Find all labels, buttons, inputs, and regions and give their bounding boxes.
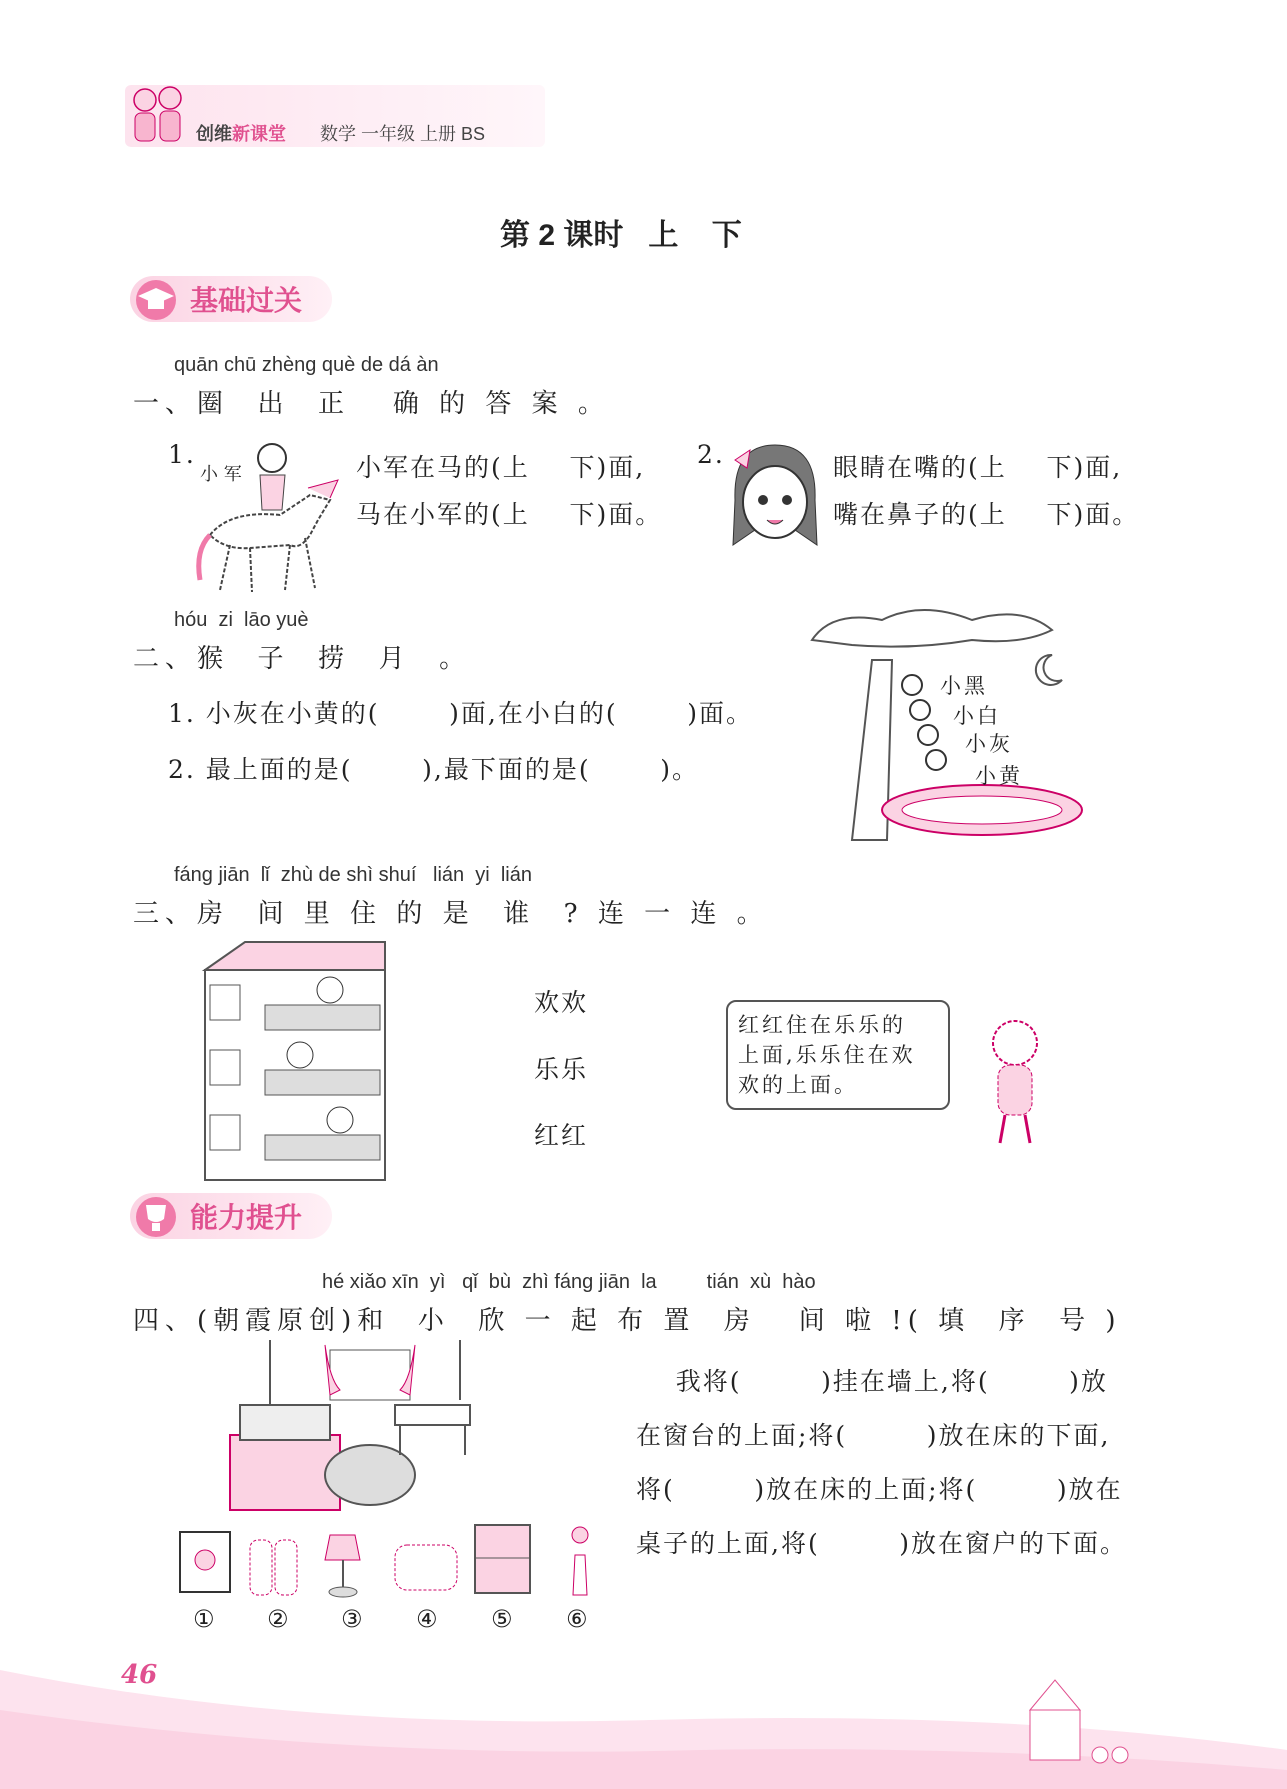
q1-part1-number: 1. (168, 440, 196, 469)
q1-part2-line1: 眼睛在嘴的(上 下)面, (833, 453, 1123, 482)
q1-part1-line1: 小军在马的(上 下)面, (356, 453, 646, 482)
lesson-title: 第 2 课时 上 下 (500, 219, 742, 252)
monkey-label-yellow: 小黄 (975, 764, 1023, 788)
monkey-label-grey: 小灰 (965, 732, 1013, 756)
q1-title: 一、圈 出 正 确 的 答 案 。 (133, 389, 610, 419)
item-label-4: ④ (416, 1605, 438, 1633)
monkeys-moon-image (792, 600, 1087, 855)
q1-name-label: 小 军 (200, 464, 242, 485)
q4-text-line4: 桌子的上面,将( )放在窗户的下面。 (636, 1529, 1128, 1558)
q1-part1-line2: 马在小军的(上 下)面。 (356, 500, 663, 529)
speech-bubble (726, 1000, 950, 1110)
item-label-1: ① (193, 1605, 215, 1633)
q2-pinyin: hóu zi lāo yuè (174, 609, 309, 631)
monkey-label-white: 小白 (953, 704, 1001, 728)
section-basic-label: 基础过关 (190, 285, 303, 316)
monkey-label-black: 小黑 (940, 674, 988, 698)
q2-line2: 2. 最上面的是( ),最下面的是( )。 (168, 755, 700, 784)
item-label-2: ② (267, 1605, 289, 1633)
bubble-line-1: 红红住在乐乐的 (738, 1013, 906, 1037)
section-advanced-badge (130, 1193, 332, 1239)
q1-part2-number: 2. (697, 440, 725, 469)
q3-pinyin: fáng jiān lǐ zhù de shì shuí lián yi lián (174, 864, 532, 886)
q2-line1: 1. 小灰在小黄的( )面,在小白的( )面。 (168, 699, 754, 728)
name-huanhuan[interactable]: 欢欢 (534, 988, 589, 1017)
items-row (175, 1520, 615, 1600)
header-book-info: 数学 一年级 上册 BS (320, 124, 486, 144)
girl-face-image (725, 440, 825, 555)
apartment-building-image (195, 940, 395, 1185)
graduation-cap-icon (132, 278, 180, 320)
footer-wave (0, 1640, 1287, 1789)
bubble-line-2: 上面,乐乐住在欢 (738, 1043, 916, 1067)
header-kids-icon (125, 78, 195, 150)
trophy-icon (132, 1195, 180, 1237)
q3-title: 三、房 间 里 住 的 是 谁 ? 连 一 连 。 (133, 899, 769, 929)
section-advanced-label: 能力提升 (190, 1202, 303, 1233)
q4-text-line2: 在窗台的上面;将( )放在床的下面, (636, 1421, 1111, 1450)
item-label-6: ⑥ (566, 1605, 588, 1633)
q1-part2-line2: 嘴在鼻子的(上 下)面。 (833, 500, 1140, 529)
header-brand: 创维新课堂 (196, 124, 286, 144)
section-basic-badge (130, 276, 332, 322)
q4-pinyin: hé xiǎo xīn yì qǐ bù zhì fáng jiān la tián xù hào (322, 1271, 816, 1293)
q1-pinyin: quān chū zhèng què de dá àn (174, 354, 439, 376)
bedroom-image (220, 1340, 520, 1515)
page-number: 46 (121, 1660, 158, 1690)
q4-text-line3: 将( )放在床的上面;将( )放在 (636, 1475, 1123, 1504)
q4-title: 四、(朝霞原创)和 小 欣 一 起 布 置 房 间 啦 !( 填 序 号 ) (133, 1306, 1122, 1336)
name-honghong[interactable]: 红红 (534, 1121, 589, 1150)
bubble-line-3: 欢的上面。 (738, 1073, 858, 1097)
name-lele[interactable]: 乐乐 (534, 1055, 589, 1084)
q2-title: 二、猴 子 捞 月 。 (133, 644, 472, 674)
puppy-character-image (980, 1015, 1050, 1150)
item-label-3: ③ (341, 1605, 363, 1633)
q4-text-line1: 我将( )挂在墙上,将( )放 (636, 1367, 1108, 1396)
item-label-5: ⑤ (491, 1605, 513, 1633)
